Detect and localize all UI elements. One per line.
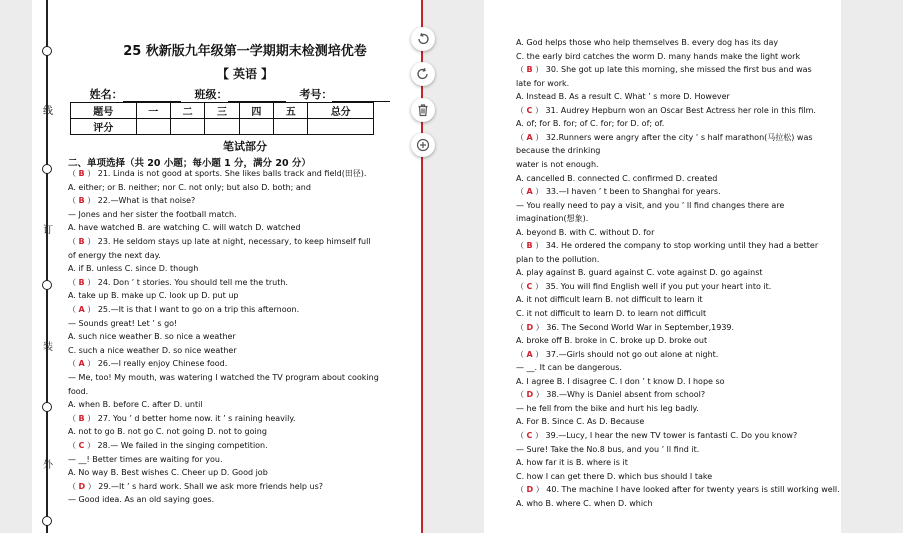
student-info xyxy=(70,86,420,102)
question-line xyxy=(68,373,379,383)
answer-bracket-open: （ xyxy=(68,305,79,314)
binding-char: 外 xyxy=(43,460,53,471)
rotate-left-icon xyxy=(416,32,430,46)
answer-letter: C xyxy=(78,441,85,450)
question-line xyxy=(68,319,177,329)
question-text: 36. The Second World War in September,1939. xyxy=(546,322,735,332)
answer-letter: D xyxy=(526,390,534,400)
question-text: 27. You ’ d better home now. it ’ s raining heavily. xyxy=(97,413,296,423)
answer-bracket-open: （ xyxy=(516,349,527,359)
exam-title: 25 秋新版九年级第一学期期末检测培优卷 xyxy=(123,44,367,59)
question-line xyxy=(516,417,644,427)
answer-letter: B xyxy=(526,241,533,251)
question-line xyxy=(516,282,771,292)
question-line xyxy=(516,445,699,455)
question-line xyxy=(68,291,239,301)
question-line xyxy=(68,427,267,437)
question-text: — You really need to pay a visit, and you ’ ll find changes there are xyxy=(516,200,785,210)
delete-button[interactable] xyxy=(411,98,435,122)
answer-bracket-close: ） xyxy=(84,277,98,287)
answer-bracket-open: （ xyxy=(516,281,527,291)
question-line xyxy=(516,146,600,156)
binding-char: 线 xyxy=(43,106,53,117)
name-blank xyxy=(123,90,181,102)
question-line xyxy=(68,468,268,478)
score-cell xyxy=(136,119,170,135)
answer-bracket-close: ） xyxy=(532,187,546,197)
question-line xyxy=(516,390,705,400)
binding-char: 订 xyxy=(43,225,53,236)
section-title: 笔试部分 xyxy=(223,140,267,153)
question-line xyxy=(516,119,664,129)
score-table-score-row xyxy=(71,119,374,135)
question-text: A. it not difficult learn B. not difficult to learn it xyxy=(516,295,703,305)
question-text: C. the early bird catches the worm D. many hands make the light work xyxy=(516,51,801,61)
binding-char: 装 xyxy=(43,342,53,353)
question-line xyxy=(68,495,214,505)
question-line xyxy=(68,455,223,465)
answer-bracket-close: ） xyxy=(532,105,546,115)
answer-bracket-open: （ xyxy=(516,485,527,495)
question-line xyxy=(516,38,778,48)
binding-line xyxy=(46,0,48,533)
score-cell: 五 xyxy=(274,103,308,119)
answer-bracket-open: （ xyxy=(68,441,79,450)
answer-bracket-open: （ xyxy=(68,237,79,246)
answer-bracket-close: ） xyxy=(84,441,98,450)
score-cell: 四 xyxy=(239,103,273,119)
answer-letter: D xyxy=(526,322,534,332)
question-line xyxy=(516,160,599,170)
question-line xyxy=(516,106,816,116)
score-cell: 题号 xyxy=(71,103,137,119)
answer-letter: B xyxy=(78,237,85,246)
question-line xyxy=(516,65,812,75)
question-text: 21. Linda is not good at sports. She likes balls track and field(田径). xyxy=(97,169,367,178)
question-text: 24. Don ’ t stories. You should tell me the truth. xyxy=(97,277,288,287)
answer-bracket-close: ） xyxy=(532,430,546,440)
question-line xyxy=(516,214,588,224)
answer-bracket-open: （ xyxy=(516,430,527,440)
exam-subject: 【 英语 】 xyxy=(216,67,274,81)
question-line xyxy=(516,241,818,251)
class-label: 班级： xyxy=(194,88,228,101)
question-text: 30. She got up late this morning, she missed the first bus and was xyxy=(545,65,812,75)
question-text: A. No way B. Best wishes C. Cheer up D. Good job xyxy=(68,468,268,478)
answer-letter: D xyxy=(526,485,534,495)
answer-bracket-close: ） xyxy=(84,237,98,246)
question-line xyxy=(516,350,718,360)
question-text: C. how I can get there D. which bus should I take xyxy=(516,471,713,481)
question-text: — Sure! Take the No.8 bus, and you ’ ll find it. xyxy=(516,444,700,454)
question-text: — Me, too! My mouth, was watering I watched the TV program about cooking xyxy=(68,373,379,382)
question-line xyxy=(68,251,161,261)
answer-bracket-close: ） xyxy=(532,65,546,75)
score-cell: 评分 xyxy=(71,119,137,135)
question-line xyxy=(68,400,203,410)
question-text: A. such nice weather B. so nice a weather xyxy=(68,332,236,342)
question-text: A. Instead B. As a result C. What ’ s more D. However xyxy=(516,92,730,102)
question-text: 40. The machine I have looked after for twenty years is still working well. xyxy=(546,485,840,495)
answer-bracket-open: （ xyxy=(516,390,527,400)
answer-letter: B xyxy=(526,65,533,75)
answer-letter: D xyxy=(78,481,86,491)
answer-bracket-open: （ xyxy=(516,322,527,332)
question-line xyxy=(516,295,703,305)
trash-icon xyxy=(416,103,430,117)
question-text: plan to the pollution. xyxy=(516,254,600,264)
question-text: 34. He ordered the company to stop working until they had a better xyxy=(545,241,819,251)
question-line xyxy=(68,441,268,451)
question-line xyxy=(68,482,323,492)
question-text: of energy the next day. xyxy=(68,250,161,260)
answer-bracket-open: （ xyxy=(68,481,79,491)
question-line xyxy=(68,264,198,274)
question-text: — Good idea. As an old saying goes. xyxy=(68,495,215,505)
answer-letter: B xyxy=(78,277,85,287)
binding-circle xyxy=(42,164,52,174)
question-text: 39.—Lucy, I hear the new TV tower is fantasti C. Do you know? xyxy=(545,430,798,440)
answer-bracket-open: （ xyxy=(68,413,79,423)
answer-bracket-close: ） xyxy=(84,305,98,314)
question-line xyxy=(68,183,311,193)
question-text: A. I agree B. I disagree C. I don ’ t know D. I hope so xyxy=(516,376,725,386)
class-blank xyxy=(228,90,286,102)
question-line xyxy=(516,499,653,509)
question-text: 35. You will find English well if you put your heart into it. xyxy=(545,281,772,291)
binding-circle xyxy=(42,46,52,56)
answer-bracket-close: ） xyxy=(85,481,99,491)
question-text: A. God helps those who help themselves B. every dog has its day xyxy=(516,38,779,47)
answer-letter: A xyxy=(78,305,85,314)
binding-circle xyxy=(42,516,52,526)
answer-letter: A xyxy=(78,359,85,369)
question-line xyxy=(516,472,712,482)
question-line xyxy=(68,278,288,288)
question-text: A. cancelled B. connected C. confirmed D. created xyxy=(516,173,718,183)
score-cell xyxy=(205,119,239,135)
score-cell xyxy=(239,119,273,135)
answer-bracket-open: （ xyxy=(516,241,527,251)
question-text: 28.— We failed in the singing competition. xyxy=(97,441,268,450)
answer-bracket-close: ） xyxy=(84,196,98,206)
question-text: A. For B. Since C. As D. Because xyxy=(516,417,645,427)
question-text: A. how far it is B. where is it xyxy=(516,458,628,468)
score-cell: 二 xyxy=(170,103,204,119)
answer-bracket-open: （ xyxy=(68,277,79,287)
question-text: A. when B. before C. after D. until xyxy=(68,400,203,410)
number-blank xyxy=(332,90,390,102)
question-text: C. it not difficult to learn D. to learn not difficult xyxy=(516,309,707,318)
score-cell xyxy=(308,119,374,135)
answer-bracket-close: ） xyxy=(532,281,546,291)
answer-letter: B xyxy=(78,196,85,206)
question-text: 26.—I really enjoy Chinese food. xyxy=(97,359,228,369)
question-text: — he fell from the bike and hurt his leg badly. xyxy=(516,403,699,413)
question-text: C. such a nice weather D. so nice weather xyxy=(68,345,237,355)
question-text: — __! Better times are waiting for you. xyxy=(68,454,223,464)
question-text: A. broke off B. broke in C. broke up D. broke out xyxy=(516,336,708,346)
question-line xyxy=(516,458,628,468)
rotate-right-button[interactable] xyxy=(411,62,435,86)
question-line xyxy=(68,169,366,179)
answer-bracket-close: ） xyxy=(84,413,98,423)
question-text: A. of; for B. for; of C. for; for D. of; of. xyxy=(516,119,665,129)
score-cell xyxy=(170,119,204,135)
question-line xyxy=(516,363,622,373)
question-line xyxy=(516,92,730,102)
question-line xyxy=(516,268,763,278)
question-line xyxy=(68,414,295,424)
question-text: — Jones and her sister the football match. xyxy=(68,209,237,219)
score-cell: 一 xyxy=(136,103,170,119)
answer-bracket-close: ） xyxy=(533,390,547,400)
answer-letter: B xyxy=(78,413,85,423)
answer-bracket-open: （ xyxy=(68,169,79,178)
question-line xyxy=(516,336,707,346)
question-line xyxy=(516,255,599,265)
add-button[interactable] xyxy=(411,133,435,157)
question-text: 22.—What is that noise? xyxy=(97,196,196,206)
question-line xyxy=(516,309,706,319)
question-text: food. xyxy=(68,386,89,396)
question-line xyxy=(516,228,654,238)
question-text: 23. He seldom stays up late at night, necessary, to keep himself full xyxy=(97,237,371,246)
name-label: 姓名： xyxy=(89,88,123,101)
binding-circle xyxy=(42,402,52,412)
question-text: 33.—I haven ’ t been to Shanghai for years. xyxy=(545,187,721,197)
score-table xyxy=(70,102,374,135)
question-line xyxy=(516,404,699,414)
question-line xyxy=(68,196,195,206)
question-line xyxy=(516,377,725,387)
question-text: A. beyond B. with C. without D. for xyxy=(516,227,655,237)
answer-bracket-open: （ xyxy=(68,196,79,206)
question-line xyxy=(68,237,371,247)
section-heading: 二、单项选择（共 20 小题；每小题 1 分，满分 20 分） xyxy=(68,158,311,169)
question-line xyxy=(516,52,800,62)
question-text: late for work. xyxy=(516,78,570,88)
answer-bracket-close: ） xyxy=(532,132,546,142)
answer-bracket-open: （ xyxy=(516,65,527,75)
answer-letter: C xyxy=(526,281,533,291)
question-line xyxy=(68,346,237,356)
score-cell: 总分 xyxy=(308,103,374,119)
question-text: A. not to go B. not go C. not going D. not to going xyxy=(68,427,267,437)
question-line xyxy=(68,359,227,369)
question-text: water is not enough. xyxy=(516,159,599,169)
score-cell xyxy=(274,119,308,135)
answer-bracket-close: ） xyxy=(533,485,547,495)
question-text: A. play against B. guard against C. vote against D. go against xyxy=(516,268,763,278)
question-text: 31. Audrey Hepburn won an Oscar Best Actress her role in this film. xyxy=(545,105,816,115)
question-line xyxy=(68,387,88,397)
question-line xyxy=(516,174,717,184)
question-text: A. who B. where C. when D. which xyxy=(516,498,653,508)
question-line xyxy=(516,79,569,89)
answer-letter: A xyxy=(526,349,533,359)
question-text: A. take up B. make up C. look up D. put up xyxy=(68,291,239,301)
answer-bracket-open: （ xyxy=(68,359,79,369)
plus-circle-icon xyxy=(416,138,430,152)
question-line xyxy=(516,133,813,143)
question-text: because the drinking xyxy=(516,146,601,156)
question-line xyxy=(68,223,301,233)
answer-bracket-close: ） xyxy=(84,359,98,369)
question-text: 32.Runners were angry after the city ’ s half marathon(马拉松) was xyxy=(545,132,813,142)
question-line xyxy=(516,431,797,441)
question-line xyxy=(68,210,237,220)
score-cell: 三 xyxy=(205,103,239,119)
question-text: — Sounds great! Let ’ s go! xyxy=(68,318,178,328)
question-text: — __. It can be dangerous. xyxy=(516,363,622,373)
question-line xyxy=(516,187,721,197)
score-table-header-row xyxy=(71,103,374,119)
question-text: 37.—Girls should not go out alone at night. xyxy=(545,349,719,359)
question-line xyxy=(68,332,236,342)
answer-letter: A xyxy=(526,187,533,197)
answer-bracket-open: （ xyxy=(516,132,527,142)
answer-letter: A xyxy=(526,132,533,142)
question-text: 29.—It ’ s hard work. Shall we ask more friends help us? xyxy=(98,481,324,491)
question-line xyxy=(68,305,299,315)
question-text: 25.—It is that I want to go on a trip this afternoon. xyxy=(97,305,300,314)
answer-letter: B xyxy=(78,169,85,178)
rotate-left-button[interactable] xyxy=(411,27,435,51)
answer-bracket-open: （ xyxy=(516,187,527,197)
question-text: 38.—Why is Daniel absent from school? xyxy=(546,390,706,400)
question-text: imagination(想象). xyxy=(516,214,589,224)
answer-bracket-close: ） xyxy=(533,322,547,332)
answer-letter: C xyxy=(526,430,533,440)
question-text: A. if B. unless C. since D. though xyxy=(68,264,199,274)
answer-bracket-close: ） xyxy=(532,241,546,251)
question-line xyxy=(516,323,734,333)
answer-bracket-close: ） xyxy=(532,349,546,359)
number-label: 考号： xyxy=(299,88,333,101)
question-text: A. have watched B. are watching C. will watch D. watched xyxy=(68,223,301,233)
question-text: A. either; or B. neither; nor C. not only; but also D. both; and xyxy=(68,182,311,192)
question-line xyxy=(516,485,840,495)
rotate-right-icon xyxy=(416,67,430,81)
binding-circle xyxy=(42,280,52,290)
answer-bracket-close: ） xyxy=(84,169,98,178)
question-line xyxy=(516,201,784,211)
answer-bracket-open: （ xyxy=(516,105,527,115)
answer-letter: C xyxy=(526,105,533,115)
